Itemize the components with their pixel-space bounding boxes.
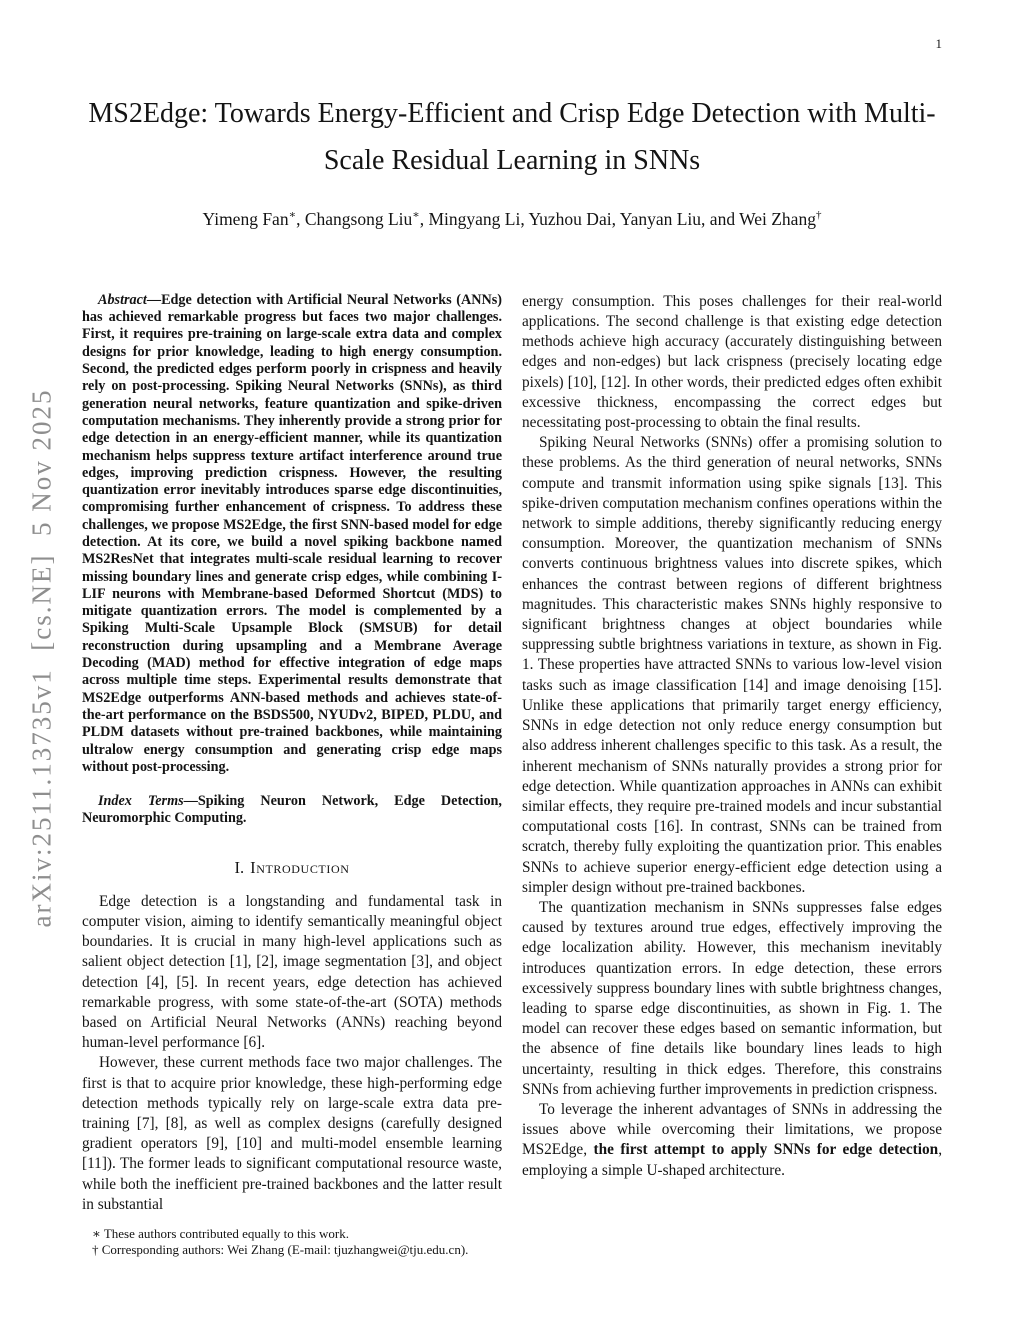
right-paragraph-4-tail: , employing a simple U-shaped architecture. [522,1141,943,1179]
right-paragraph-2: Spiking Neural Networks (SNNs) offer a promising solution to these problems. As the third generation of neural networks, SNNs compute and transmit information using spike signals [13]. This spike-driven computation mechanism confines operations within the network to simple additions, thereby significantly reducing energy consumption. Moreover, the quantization mechanism of SNNs converts continuous brightness values into discrete spikes, which enhances the contrast between regions of different brightness magnitudes. This characteristic makes SNNs highly responsive to significant brightness changes at object boundaries while suppressing subtle brightness variations in texture, as shown in Fig. 1. These properties have attracted SNNs to various low-level vision tasks such as image classification [14] and image denoising [15]. Unlike these applications that primarily target energy efficiency, SNNs in edge detection not only reduce energy consumption but also address inherent challenges specific to this task. As a result, the inherent mechanism of SNNs naturally provides a strong prior for edge detection. While quantization approaches in ANNs can exhibit similar effects, they require pre-trained models and incur substantial computational costs [16]. In contrast, SNNs can be trained from scratch, thereby fully exploiting the quantization prior. This enables SNNs to achieve superior energy-efficient edge detection using a simpler design without pre-trained backbones. [522,434,942,896]
index-terms-label: Index Terms [98,793,184,810]
author-mark: ∗ [288,209,297,221]
right-paragraph-3: The quantization mechanism in SNNs suppresses false edges caused by textures around true edges, effectively improving the edge localization ability. However, this mechanism inevitably introduces quantization errors. In edge detection, these errors excessively suppress boundary lines with subtle brightness changes, leading to sparse edge discontinuities, as shown in Fig. 1. The model can recover these edges based on semantic information, but the absence of fine details like boundary lines leads to high uncertainty, resulting in thick edges. Therefore, this constrains SNNs from achieving further improvements in prediction crispness. [522,898,942,1098]
footnote-equal-contribution: ∗ These authors contributed equally to this work. [92,1226,349,1242]
two-column-body [0,292,1024,1260]
index-terms-paragraph [82,793,502,828]
author-name: Changsong Liu [304,208,413,229]
footnote-corresponding-author: † Corresponding authors: Wei Zhang (E-mail: tjuzhangwei@tju.edu.cn). [92,1242,469,1258]
right-column [522,292,942,1260]
section-number: I. [234,857,245,877]
author-line: Yimeng Fan∗, Changsong Liu∗, Mingyang Li, Yuzhou Dai, Yanyan Liu, and Wei Zhang† [202,208,822,229]
footnotes [82,1226,502,1260]
right-paragraph-4-lead: To leverage the inherent advantages of SNNs in addressing the issues above while overcoming their limitations, we propose MS2Edge, [522,1100,942,1159]
author-name: Mingyang Li [428,208,521,229]
right-paragraph-4 [522,1100,942,1181]
right-paragraph-1: energy consumption. This poses challenges for their real-world applications. The second challenge is that existing edge detection methods achieve high accuracy (accurately distinguishing between edges and non-edges) but lack crispness (precisely locating edge pixels) [10], [12]. In other words, their predicted edges often exhibit excessive thickness, encompassing the correct edges but necessitating post-processing to obtain the final results. [522,292,942,432]
author-mark: ∗ [412,209,420,221]
left-column [82,292,502,1260]
intro-paragraph-1: Edge detection is a longstanding and fundamental task in computer vision, aiming to identify semantically meaningful object boundaries. It is crucial in many high-level applications such as salient object detection [1], [2], image segmentation [3], and object detection [4], [5]. In recent years, edge detection has achieved remarkable progress, with some state-of-the-art (SOTA) methods based on Artificial Neural Networks (ANNs) reaching beyond human-level performance [6]. [82,892,502,1052]
author-mark: † [815,209,822,221]
abstract-label: Abstract [98,291,147,308]
section-heading-introduction [82,858,502,878]
paper-title: MS2Edge: Towards Energy-Efficient and Crisp Edge Detection with Multi-Scale Residual Learning in SNNs [88,98,936,176]
author-name: Wei Zhang [739,208,816,229]
section-title: Introduction [250,857,350,877]
arxiv-watermark: arXiv:2511.13735v1 [cs.NE] 5 Nov 2025 [26,388,57,928]
abstract-text: —Edge detection with Artificial Neural Networks (ANNs) has achieved remarkable progress but faces two major challenges. First, it requires pre-training on large-scale extra data and complex designs for prior knowledge, leading to high energy consumption. Second, the predicted edges perform poorly in crispness and heavily rely on post-processing. Spiking Neural Networks (SNNs), as third generation neural networks, feature quantization and spike-driven computation mechanisms. They inherently provide a strong prior for edge detection in an energy-efficient manner, while its quantization mechanism helps suppress texture artifact interference around true edges, improving prediction crispness. However, the resulting quantization error inevitably introduces sparse edge discontinuities, compromising further enhancement of crispness. To address these challenges, we propose MS2Edge, the first SNN-based model for edge detection. At its core, we build a novel spiking backbone named MS2ResNet that integrates multi-scale residual learning to recover missing boundary lines and generate crisp edges, while combining I-LIF neurons with Membrane-based Deformed Shortcut (MDS) to mitigate quantization errors. The model is complemented by a Spiking Multi-Scale Upsample Block (SMSUB) for detail reconstruction during upsampling and a Membrane Average Decoding (MAD) method for effective integration of edge maps across multiple time steps. Experimental results demonstrate that MS2Edge outperforms ANN-based methods and achieves state-of-the-art performance on the BSDS500, NYUDv2, BIPED, PLDU, and PLDM datasets without pre-trained backbones, while maintaining ultralow energy consumption and generating crisp edge maps without post-processing. [82,291,502,775]
page-number: 1 [935,36,942,51]
right-paragraph-4-bold: the first attempt to apply SNNs for edge detection [593,1141,939,1159]
author-name: Yuzhou Dai [528,208,612,229]
abstract-paragraph [82,292,502,776]
author-name: Yanyan Liu [619,208,702,229]
index-terms-text: —Spiking Neuron Network, Edge Detection, Neuromorphic Computing. [82,793,502,827]
author-name: Yimeng Fan [202,208,289,229]
intro-paragraph-2: However, these current methods face two major challenges. The first is that to acquire prior knowledge, these high-performing edge detection methods typically rely on large-scale extra data pre-training [7], [8], as well as complex designs (carefully designed gradient operators [9], [10] and multi-model ensemble learning [11]). The former leads to significant computational resource waste, while both the inefficient pre-trained backbones and the latter result in substantial [82,1054,502,1213]
